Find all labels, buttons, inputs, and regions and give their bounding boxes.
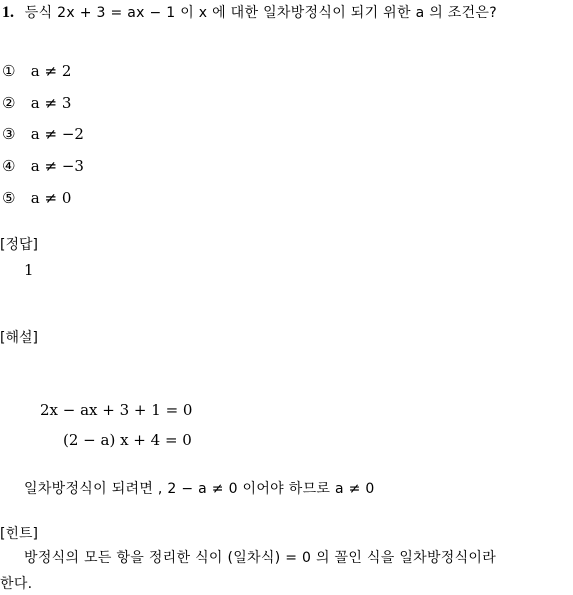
choice-5[interactable] xyxy=(2,188,71,208)
question xyxy=(2,2,497,23)
choice-marker: ① xyxy=(2,62,16,80)
choice-expression: a ≠ −2 xyxy=(30,125,84,143)
choice-3[interactable] xyxy=(2,124,84,144)
choice-marker: ③ xyxy=(2,125,16,143)
choice-1[interactable] xyxy=(2,61,71,81)
answer-value: 1 xyxy=(24,261,34,279)
explanation-equation-2: (2 − a) x + 4 = 0 xyxy=(63,431,192,449)
hint-text-line-1: 방정식의 모든 항을 정리한 식이 (일차식) = 0 의 꼴인 식을 일차방정식이라 xyxy=(24,550,497,566)
choice-marker: ② xyxy=(2,94,16,112)
choice-expression: a ≠ −3 xyxy=(30,157,84,175)
choice-marker: ④ xyxy=(2,157,16,175)
choice-marker: ⑤ xyxy=(2,189,16,207)
hint-label: [힌트] xyxy=(0,526,38,542)
choice-expression: a ≠ 3 xyxy=(30,94,72,112)
choice-expression: a ≠ 0 xyxy=(30,189,72,207)
choice-2[interactable] xyxy=(2,93,71,113)
question-text: 등식 2x + 3 = ax − 1 이 x 에 대한 일차방정식이 되기 위한 a 의 조건은? xyxy=(24,5,497,21)
explanation-conclusion: 일차방정식이 되려면 , 2 − a ≠ 0 이어야 하므로 a ≠ 0 xyxy=(24,481,375,497)
explanation-label: [해설] xyxy=(0,330,38,346)
choice-expression: a ≠ 2 xyxy=(30,62,72,80)
answer-label: [정답] xyxy=(0,237,38,253)
explanation-equation-1: 2x − ax + 3 + 1 = 0 xyxy=(40,401,193,419)
hint-text-line-2: 한다. xyxy=(0,576,33,592)
question-number: 1. xyxy=(2,4,14,21)
choice-4[interactable] xyxy=(2,156,84,176)
